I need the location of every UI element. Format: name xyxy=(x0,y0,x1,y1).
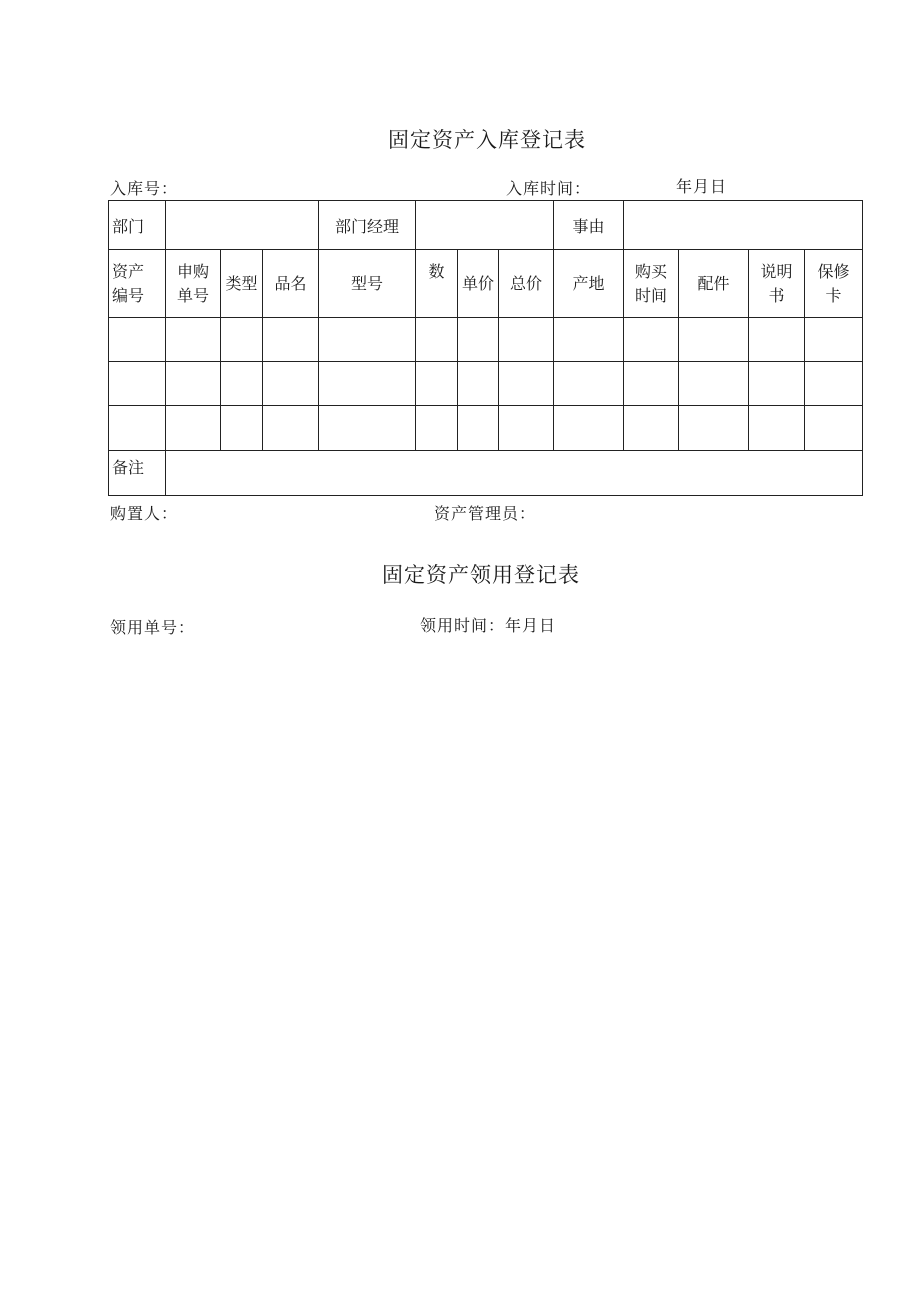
remarks-row xyxy=(109,451,863,496)
col-header: 数 xyxy=(416,250,458,318)
dept-row xyxy=(109,201,863,250)
use-no-label: 领用单号： xyxy=(110,618,196,637)
manager-label-cell: 部门经理 xyxy=(319,201,416,250)
col-header: 品名 xyxy=(263,250,319,318)
entry-table xyxy=(108,200,863,496)
dept-label-cell: 部门 xyxy=(109,201,166,250)
reason-label-cell: 事由 xyxy=(554,201,624,250)
entry-form-title: 固定资产入库登记表 xyxy=(388,128,586,152)
entry-date: 年月日 xyxy=(676,177,728,196)
col-header: 总价 xyxy=(499,250,554,318)
manager-value-cell[interactable] xyxy=(416,201,554,250)
buyer-label: 购置人： xyxy=(110,504,179,523)
col-header: 申购 单号 xyxy=(166,250,221,318)
col-header: 单价 xyxy=(458,250,499,318)
col-header: 说明 书 xyxy=(749,250,805,318)
table-row xyxy=(109,362,863,406)
dept-value-cell[interactable] xyxy=(166,201,319,250)
use-time-label: 领用时间：年月日 xyxy=(420,616,557,635)
col-header: 型号 xyxy=(319,250,416,318)
col-header: 保修 卡 xyxy=(805,250,863,318)
asset-admin-label: 资产管理员： xyxy=(434,504,537,523)
col-header: 产地 xyxy=(554,250,624,318)
entry-time-label: 入库时间： xyxy=(506,179,592,198)
col-header: 购买 时间 xyxy=(624,250,679,318)
entry-no-label: 入库号： xyxy=(110,179,179,198)
col-header: 类型 xyxy=(221,250,263,318)
use-form-title: 固定资产领用登记表 xyxy=(382,563,580,587)
col-header: 资产 编号 xyxy=(109,250,166,318)
column-header-row xyxy=(109,250,863,318)
table-row xyxy=(109,318,863,362)
reason-value-cell[interactable] xyxy=(624,201,863,250)
remarks-label-cell: 备注 xyxy=(109,451,166,496)
col-header: 配件 xyxy=(679,250,749,318)
table-row xyxy=(109,406,863,451)
remarks-value-cell[interactable] xyxy=(166,451,863,496)
